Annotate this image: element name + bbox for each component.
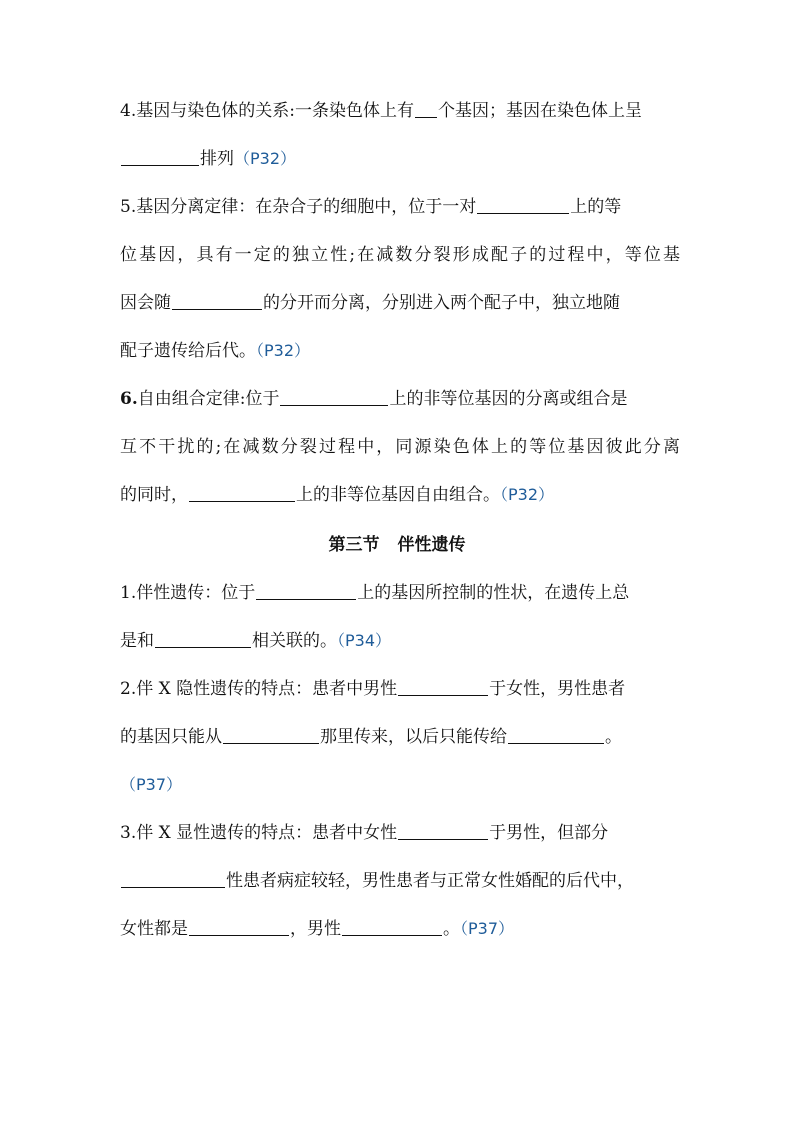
fill-blank[interactable] xyxy=(398,821,488,840)
page-reference: （P34） xyxy=(337,631,392,650)
item-5-text-b: 上的等 xyxy=(570,197,622,217)
section-item-2-line-2 xyxy=(120,724,680,750)
section-title xyxy=(0,532,794,558)
section-item-3-line-1 xyxy=(120,820,680,846)
fill-blank[interactable] xyxy=(256,581,356,600)
section-item-3-text-b: 于男性，但部分 xyxy=(489,823,609,843)
item-6-line-1 xyxy=(120,386,680,412)
page-reference: （P37） xyxy=(120,775,183,794)
item-4-text-c: 排列 xyxy=(200,149,234,169)
item-4-text-a: 4.基因与染色体的关系:一条染色体上有 xyxy=(120,101,414,121)
fill-blank[interactable] xyxy=(121,147,199,166)
item-4-line-2 xyxy=(120,146,680,172)
fill-blank[interactable] xyxy=(398,677,488,696)
page-reference: （P32） xyxy=(234,149,297,168)
fill-blank[interactable] xyxy=(189,483,295,502)
fill-blank[interactable] xyxy=(223,725,319,744)
item-6-text-b: 上的非等位基因的分离或组合是 xyxy=(389,389,628,409)
item-6-text-c: 互不干扰的;在减数分裂过程中，同源染色体上的等位基因彼此分离 xyxy=(120,437,680,457)
item-5-line-3 xyxy=(120,290,680,316)
section-item-3-text-a: 3.伴 X 显性遗传的特点：患者中女性 xyxy=(120,823,398,843)
section-item-2-text-d: 那里传来，以后只能传给 xyxy=(320,727,507,747)
section-item-3-text-c: 性患者病症较轻，男性患者与正常女性婚配的后代中， xyxy=(226,871,634,891)
fill-blank[interactable] xyxy=(477,195,569,214)
section-item-3-text-d: 女性都是 xyxy=(120,919,188,939)
section-item-1-text-a: 1.伴性遗传：位于 xyxy=(120,583,256,603)
section-item-2-text-a: 2.伴 X 隐性遗传的特点：患者中男性 xyxy=(120,679,398,699)
section-number: 第三节 xyxy=(328,535,380,555)
item-5-text-c: 位基因，具有一定的独立性;在减数分裂形成配子的过程中，等位基 xyxy=(120,245,680,265)
section-item-2-line-3 xyxy=(120,772,680,798)
fill-blank[interactable] xyxy=(155,629,251,648)
item-6-text-a: 自由组合定律:位于 xyxy=(137,389,280,409)
item-6-line-2 xyxy=(120,434,680,460)
section-item-1-line-2 xyxy=(120,628,680,654)
section-item-1-text-c: 是和 xyxy=(120,631,154,651)
item-4-line-1 xyxy=(120,98,680,124)
section-name: 伴性遗传 xyxy=(397,535,466,555)
item-6-text-d: 的同时， xyxy=(120,485,188,505)
fill-blank[interactable] xyxy=(189,917,289,936)
section-item-2-line-1 xyxy=(120,676,680,702)
section-item-3-line-3 xyxy=(120,916,680,942)
page-reference: （P37） xyxy=(460,919,515,938)
section-item-3-text-e: ，男性 xyxy=(290,919,341,939)
section-item-2-text-b: 于女性，男性患者 xyxy=(489,679,626,699)
page-reference: （P32） xyxy=(256,341,311,360)
section-item-3-line-2 xyxy=(120,868,680,894)
section-item-1-text-d: 相关联的。 xyxy=(252,631,337,651)
fill-blank[interactable] xyxy=(342,917,442,936)
section-item-2-text-e: 。 xyxy=(605,727,622,747)
section-item-3-text-f: 。 xyxy=(443,919,460,939)
item-4-text-b: 个基因；基因在染色体上呈 xyxy=(437,101,642,121)
item-6-text-e: 上的非等位基因自由组合。 xyxy=(296,485,500,505)
fill-blank[interactable] xyxy=(508,725,604,744)
fill-blank[interactable] xyxy=(172,291,262,310)
section-item-1-text-b: 上的基因所控制的性状，在遗传上总 xyxy=(357,583,630,603)
section-item-1-line-1 xyxy=(120,580,680,606)
page-reference: （P32） xyxy=(500,485,555,504)
item-5-text-d: 因会随 xyxy=(120,293,171,313)
fill-blank[interactable] xyxy=(415,99,437,118)
item-5-text-f: 配子遗传给后代。 xyxy=(120,341,256,361)
fill-blank[interactable] xyxy=(121,869,225,888)
section-item-2-text-c: 的基因只能从 xyxy=(120,727,222,747)
item-6-number: 6. xyxy=(120,389,138,409)
item-5-line-1 xyxy=(120,194,680,220)
item-5-text-a: 5.基因分离定律：在杂合子的细胞中，位于一对 xyxy=(120,197,477,217)
item-5-line-2 xyxy=(120,242,680,268)
fill-blank[interactable] xyxy=(280,387,388,406)
item-5-text-e: 的分开而分离，分别进入两个配子中，独立地随 xyxy=(263,293,620,313)
item-5-line-4 xyxy=(120,338,680,364)
item-6-line-3 xyxy=(120,482,680,508)
